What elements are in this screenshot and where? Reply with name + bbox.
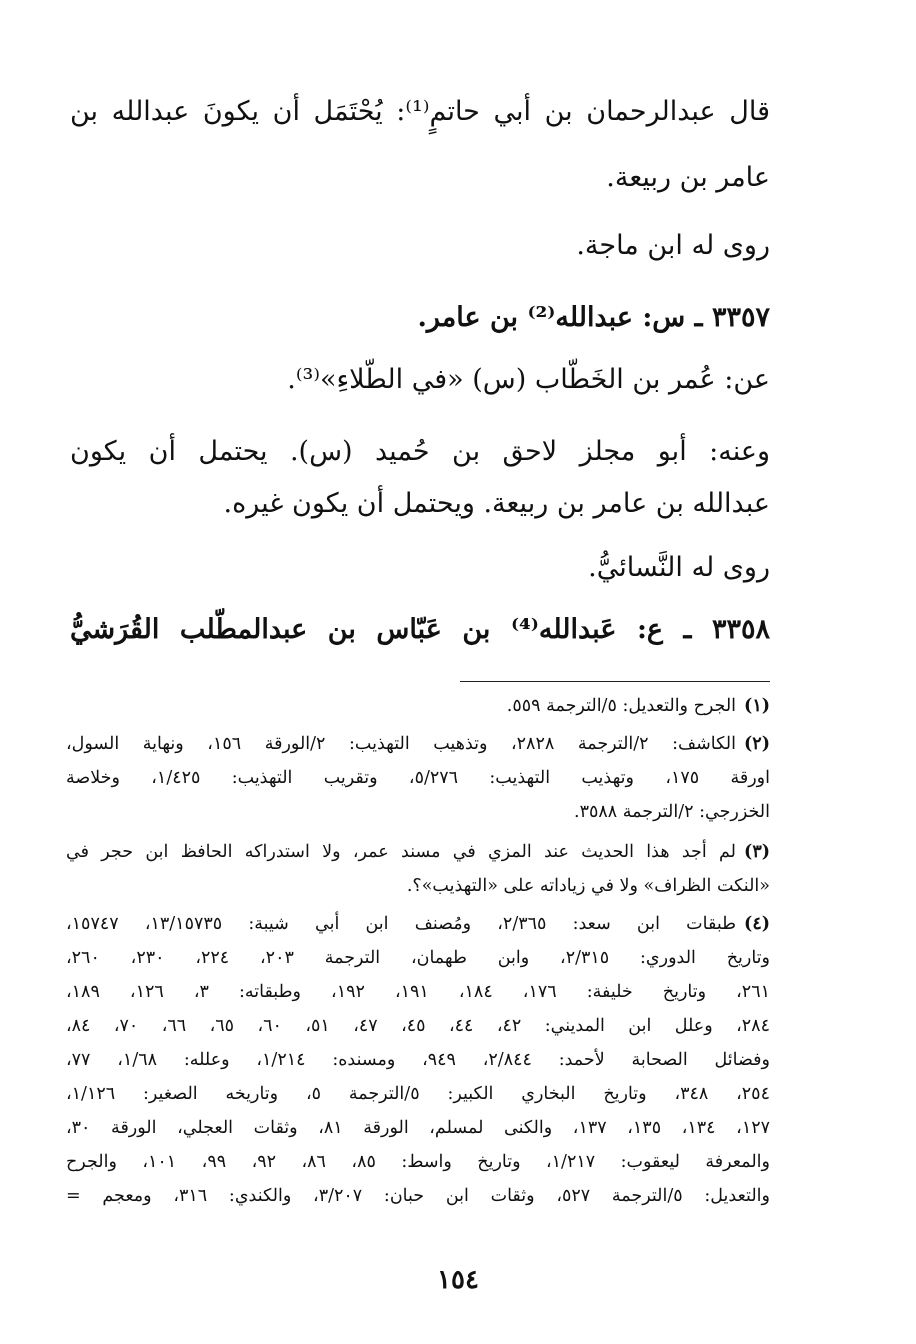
footnote-4 [66, 916, 770, 934]
main-line-2: عامر بن ربيعة. [606, 162, 770, 193]
footnote-4-line-8: والمعرفة ليعقوب: ١/٢١٧، وتاريخ واسط: ٨٥، ٨٦، ٩٢، ٩٩، ١٠١، والجرح [66, 1152, 770, 1172]
footnote-2-line-3: الخزرجي: ٢/الترجمة ٣٥٨٨. [574, 802, 770, 822]
footnote-3-line-2: «النكت الظراف» ولا في زياداته على «التهذيب»؟. [406, 876, 770, 896]
footnote-text: الكاشف: ٢/الترجمة ٢٨٢٨، وتذهيب التهذيب: ٢/الورقة ١٥٦، ونهاية السول، [66, 734, 736, 754]
footnote-3 [66, 844, 770, 862]
footnote-text: الجرح والتعديل: ٥/الترجمة ٥٥٩. [506, 696, 737, 716]
footnote-4-line-5: وفضائل الصحابة لأحمد: ٢/٨٤٤، ٩٤٩، ومسنده: ١/٢١٤، وعلله: ١/٦٨، ٧٧، [66, 1050, 770, 1070]
footnote-1 [507, 698, 770, 716]
footnote-number: (٢) [744, 734, 770, 754]
main-line-1: قال عبدالرحمان بن أبي حاتمٍ⁽¹⁾: يُحْتَمَل أن يكونَ عبدالله بن [70, 96, 770, 127]
main-line-8: روى له النَّسائيُّ. [588, 552, 770, 583]
main-line-5: عن: عُمر بن الخَطّاب (س) «في الطّلاءِ»⁽³⁾. [287, 364, 770, 395]
footnote-4-line-2: وتاريخ الدوري: ٢/٣١٥، وابن طهمان، الترجمة ٢٠٣، ٢٢٤، ٢٣٠، ٢٦٠، [66, 948, 770, 968]
entry-3357-heading: ٣٣٥٧ ـ س: عبدالله⁽²⁾ بن عامر. [417, 302, 770, 333]
page-number: ١٥٤ [437, 1265, 479, 1295]
footnote-number: (٤) [744, 914, 770, 934]
footnote-4-line-6: ٢٥٤، ٣٤٨، وتاريخ البخاري الكبير: ٥/الترجمة ٥، وتاريخه الصغير: ١/١٢٦، [66, 1084, 770, 1104]
footnote-text: لم أجد هذا الحديث عند المزي في مسند عمر، ولا استدراكه الحافظ ابن حجر في [66, 842, 737, 862]
footnote-2 [66, 736, 770, 754]
main-line-7: عبدالله بن عامر بن ربيعة. ويحتمل أن يكون غيره. [223, 488, 770, 519]
footnote-separator [460, 681, 770, 682]
footnote-4-line-7: ١٢٧، ١٣٤، ١٣٥، ١٣٧، والكنى لمسلم، الورقة ٨١، وثقات العجلي، الورقة ٣٠، [66, 1118, 771, 1138]
main-line-3: روى له ابن ماجة. [576, 230, 770, 261]
entry-3358-heading: ٣٣٥٨ ـ ع: عَبدالله⁽⁴⁾ بن عَبّاس بن عبدالمطّلب القُرَشيُّ [70, 614, 770, 645]
footnote-number: (١) [744, 696, 770, 716]
footnote-4-line-4: ٢٨٤، وعلل ابن المديني: ٤٢، ٤٤، ٤٥، ٤٧، ٥١، ٦٠، ٦٥، ٦٦، ٧٠، ٨٤، [66, 1016, 770, 1036]
footnote-4-line-9: والتعديل: ٥/الترجمة ٥٢٧، وثقات ابن حبان: ٣/٢٠٧، والكندي: ٣١٦، ومعجم = [66, 1186, 770, 1206]
footnote-4-line-3: ٢٦١، وتاريخ خليفة: ١٧٦، ١٨٤، ١٩١، ١٩٢، وطبقاته: ٣، ١٢٦، ١٨٩، [66, 982, 770, 1002]
footnote-2-line-2: اورقة ١٧٥، وتهذيب التهذيب: ٥/٢٧٦، وتقريب التهذيب: ١/٤٢٥، وخلاصة [66, 768, 770, 788]
footnote-number: (٣) [744, 842, 770, 862]
main-line-6: وعنه: أبو مجلز لاحق بن حُميد (س). يحتمل أن يكون [70, 436, 770, 467]
footnote-text: طبقات ابن سعد: ٢/٣٦٥، ومُصنف ابن أبي شيبة: ١٣/١٥٧٣٥، ١٥٧٤٧، [66, 914, 737, 934]
